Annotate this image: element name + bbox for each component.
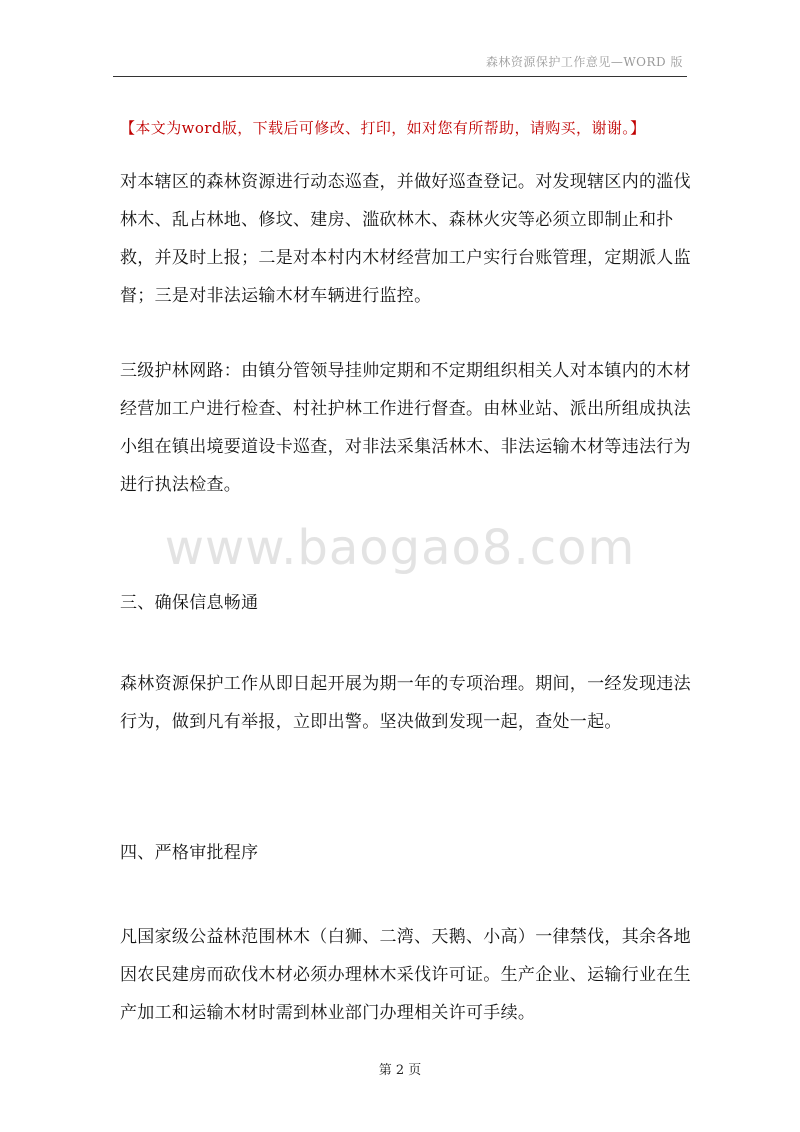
paragraph-three-level-network: 三级护林网路：由镇分管领导挂帅定期和不定期组织相关人对本镇内的木材经营加工户进行检查、村社护林工作进行督查。由林业站、派出所组成执法小组在镇出境要道设卡巡查，对非法采集活林木、非法运输木材等违法行为进行执法检查。	[120, 361, 691, 495]
watermark: www.baogao8.com	[164, 520, 636, 576]
header-title: 森林资源保护工作意见—WORD 版	[485, 55, 683, 69]
header-divider	[113, 76, 687, 77]
paragraph-special-governance: 森林资源保护工作从即日起开展为期一年的专项治理。期间，一经发现违法行为，做到凡有举报，立即出警。坚决做到发现一起，查处一起。	[120, 674, 691, 732]
page-number: 第 2 页	[378, 1063, 422, 1078]
download-notice: 【本文为word版，下载后可修改、打印，如对您有所帮助，请购买，谢谢。】	[120, 119, 646, 137]
paragraph-patrol: 对本辖区的森林资源进行动态巡查，并做好巡查登记。对发现辖区内的滥伐林木、乱占林地、修坟、建房、滥砍林木、森林火灾等必须立即制止和扑救，并及时上报；二是对本村内木材经营加工户实行台账管理，定期派人监督；三是对非法运输木材车辆进行监控。	[120, 172, 691, 306]
section-heading-approval: 四、严格审批程序	[120, 843, 259, 863]
section-heading-info: 三、确保信息畅通	[120, 593, 259, 613]
paragraph-logging-ban: 凡国家级公益林范围林木（白狮、二湾、天鹅、小高）一律禁伐，其余各地因农民建房而砍伐木材必须办理林木采伐许可证。生产企业、运输行业在生产加工和运输木材时需到林业部门办理相关许可手续。	[120, 927, 691, 1023]
